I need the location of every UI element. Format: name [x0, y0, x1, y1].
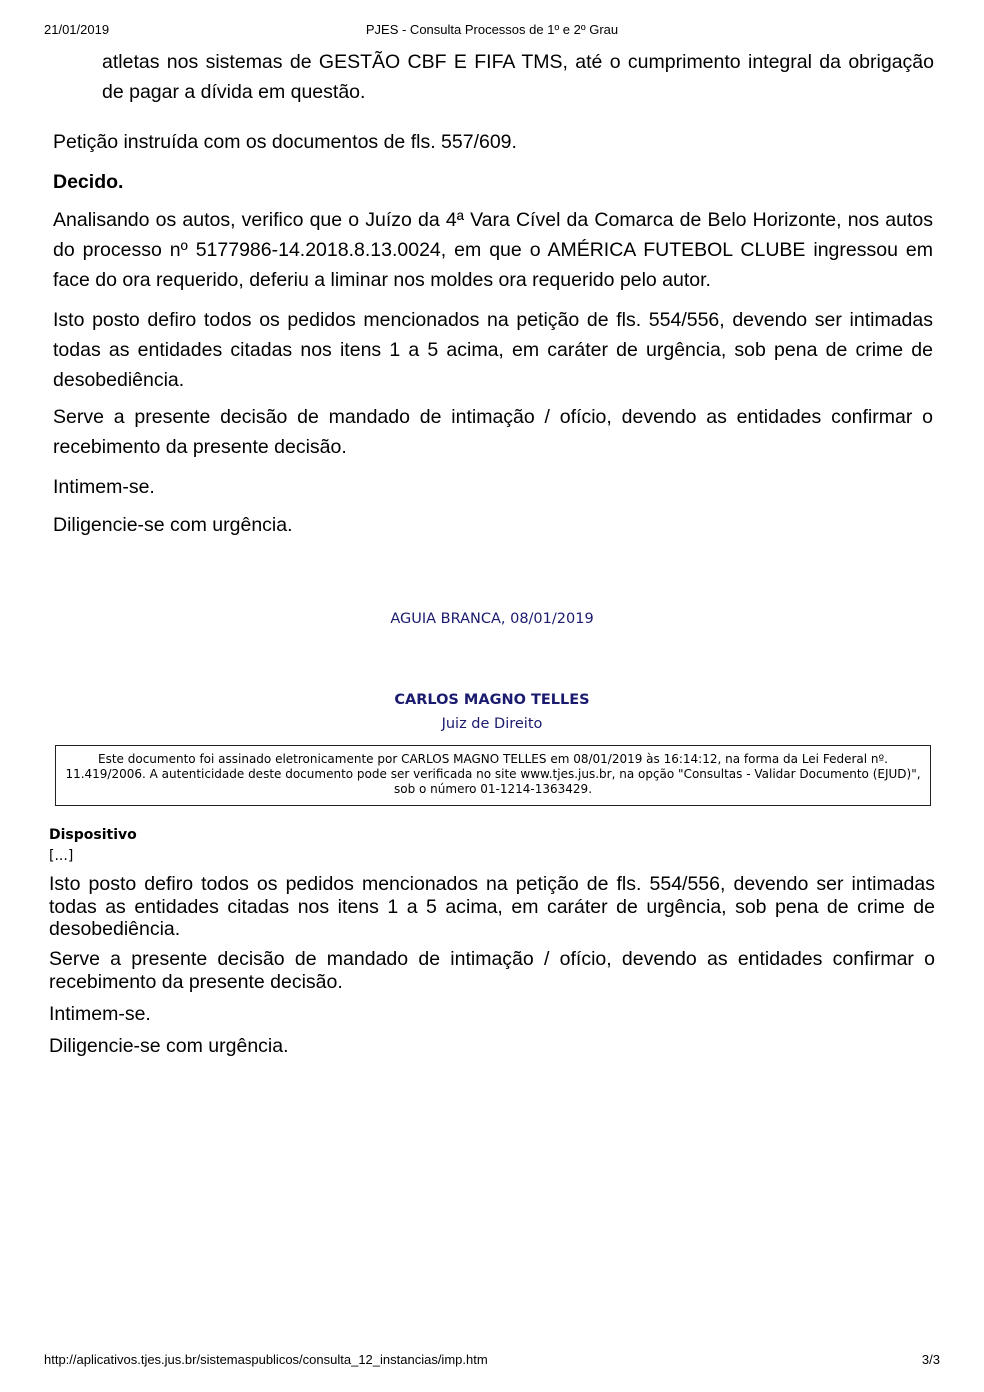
- page-number: 3/3: [921, 1352, 940, 1367]
- grant-paragraph: Isto posto defiro todos os pedidos mencionados na petição de fls. 554/556, devendo ser intimadas todas as entidades citadas nos itens 1 a 5 acima, em caráter de urgência, sob pena de crime de desobediência.: [53, 309, 933, 391]
- continued-list-item: atletas nos sistemas de GESTÃO CBF E FIFA TMS, até o cumprimento integral da obrigação de pagar a dívida em questão.: [102, 51, 934, 103]
- judge-name: CARLOS MAGNO TELLES: [394, 692, 590, 708]
- dispositivo-serve-paragraph: Serve a presente decisão de mandado de intimação / ofício, devendo as entidades confirmar o recebimento da presente decisão.: [49, 948, 935, 993]
- petition-paragraph: Petição instruída com os documentos de fls. 557/609.: [53, 131, 517, 153]
- diligencie-paragraph: Diligencie-se com urgência.: [53, 514, 293, 536]
- print-page-title: PJES - Consulta Processos de 1º e 2º Grau: [365, 22, 619, 37]
- dispositivo-grant-paragraph: Isto posto defiro todos os pedidos mencionados na petição de fls. 554/556, devendo ser intimadas todas as entidades citadas nos itens 1 a 5 acima, em caráter de urgência, sob pena de crime de desobediência.: [49, 873, 935, 940]
- intimem-paragraph: Intimem-se.: [53, 476, 155, 498]
- print-date: 21/01/2019: [44, 22, 110, 37]
- serve-paragraph: Serve a presente decisão de mandado de intimação / ofício, devendo as entidades confirmar o recebimento da presente decisão.: [53, 406, 933, 458]
- source-url: http://aplicativos.tjes.jus.br/sistemaspublicos/consulta_12_instancias/imp.htm: [44, 1352, 488, 1367]
- judge-role: Juiz de Direito: [441, 716, 543, 732]
- decido-heading: Decido.: [53, 171, 124, 193]
- analysis-paragraph: Analisando os autos, verifico que o Juízo da 4ª Vara Cível da Comarca de Belo Horizonte, nos autos do processo nº 5177986-14.2018.8.13.0024, em que o AMÉRICA FUTEBOL CLUBE ingressou em face do ora requerido, deferiu a liminar nos moldes ora requerido pelo autor.: [53, 209, 933, 291]
- city-date: AGUIA BRANCA, 08/01/2019: [390, 611, 594, 627]
- dispositivo-ellipsis: [...]: [49, 848, 74, 864]
- dispositivo-diligencie-paragraph: Diligencie-se com urgência.: [49, 1035, 289, 1057]
- dispositivo-title: Dispositivo: [49, 827, 137, 843]
- signature-notice-text: Este documento foi assinado eletronicamente por CARLOS MAGNO TELLES em 08/01/2019 às 16:14:12, na forma da Lei Federal nº. 11.419/2006. A autenticidade deste documento pode ser verificada no site www.tjes.jus.br, na opção "Consultas - Validar Documento (EJUD)", sob o número 01-1214-1363429.: [65, 752, 921, 796]
- electronic-signature-notice: [55, 745, 931, 806]
- dispositivo-intimem-paragraph: Intimem-se.: [49, 1003, 151, 1025]
